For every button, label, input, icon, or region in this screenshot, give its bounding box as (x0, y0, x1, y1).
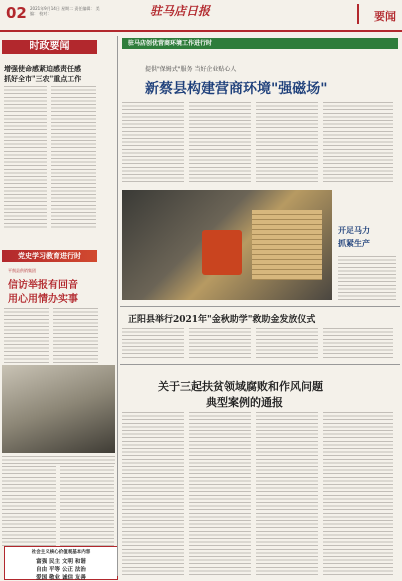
column-divider (117, 36, 118, 576)
forklift-shape (202, 230, 242, 275)
main-article1-body-col2 (189, 102, 251, 182)
left-photo-caption-lines (2, 456, 115, 464)
left-article2-headline-1: 信访举报有回音 (8, 280, 78, 291)
section-name: 要闻 (374, 10, 396, 23)
lumber-stack (252, 210, 322, 280)
masthead-brand: 驻马店日报 (150, 4, 211, 18)
page-header (0, 0, 402, 32)
main-divider-1 (120, 306, 400, 307)
main-article3-body-col4 (323, 412, 393, 576)
section-banner: 时政要闻 (2, 40, 97, 54)
photo-side-caption (338, 225, 396, 249)
main-article3-headline-1: 关于三起扶贫领域腐败和作风问题 (158, 380, 323, 393)
left-article1-headline: 增强使命感紧迫感责任感 (4, 64, 81, 73)
main-article1-body-col3 (256, 102, 318, 182)
main-article2-body-col4 (323, 328, 393, 360)
left-lower-body-col1 (2, 466, 56, 546)
main-article3-body-col1 (122, 412, 184, 576)
main-article3-headline-2: 典型案例的通报 (206, 396, 283, 409)
slogan-title: 社会主义核心价值观基本内容 (31, 550, 91, 555)
left-article2-headline-2: 用心用情办实事 (8, 294, 78, 305)
main-article3-body-col2 (189, 412, 251, 576)
slogan-line-3: 爱国 敬业 诚信 友善 (36, 575, 86, 581)
slogan-box (4, 546, 118, 580)
photo-side-caption-2: 抓紧生产 (338, 238, 370, 248)
main-article1-body-col1 (122, 102, 184, 182)
main-article3-body-col3 (256, 412, 318, 576)
main-article1-headline: 新蔡县构建营商环境"强磁场" (145, 81, 328, 97)
page-number: 02 (6, 4, 27, 22)
main-divider-2 (120, 364, 400, 365)
main-article2-body-col1 (122, 328, 184, 360)
study-banner: 党史学习教育进行时 (2, 250, 97, 262)
left-article1-body-col1 (4, 86, 47, 228)
main-photo-forklift (122, 190, 332, 300)
main-article1-kicker: 提供"保姆式"服务 当好企业贴心人 (145, 66, 237, 73)
photo-side-caption-1: 开足马力 (338, 225, 370, 235)
main-article2-body-col2 (189, 328, 251, 360)
main-article1-body-col4 (323, 102, 393, 182)
left-article1-body-col2 (51, 86, 96, 228)
issue-meta: 2021年9月14日 星期二 责任编辑： 美编： 校对： (30, 6, 100, 16)
photo-side-caption-lines (338, 256, 396, 300)
slogan-line-2: 自由 平等 公正 法治 (36, 567, 86, 573)
slogan-line-1: 富强 民主 文明 和谐 (36, 559, 86, 565)
left-photo (2, 365, 115, 453)
main-article2-body-col3 (256, 328, 318, 360)
left-article2-kicker: 平舆县供销集团 (8, 268, 36, 273)
header-divider (357, 4, 359, 24)
green-banner: 驻马店创优营商环境工作进行时 (122, 38, 398, 49)
left-article1-subhead: 抓好全市"三农"重点工作 (4, 74, 82, 83)
left-lower-body-col2 (60, 466, 114, 546)
main-article2-headline: 正阳县举行2021年"金秋助学"救助金发放仪式 (128, 315, 316, 325)
